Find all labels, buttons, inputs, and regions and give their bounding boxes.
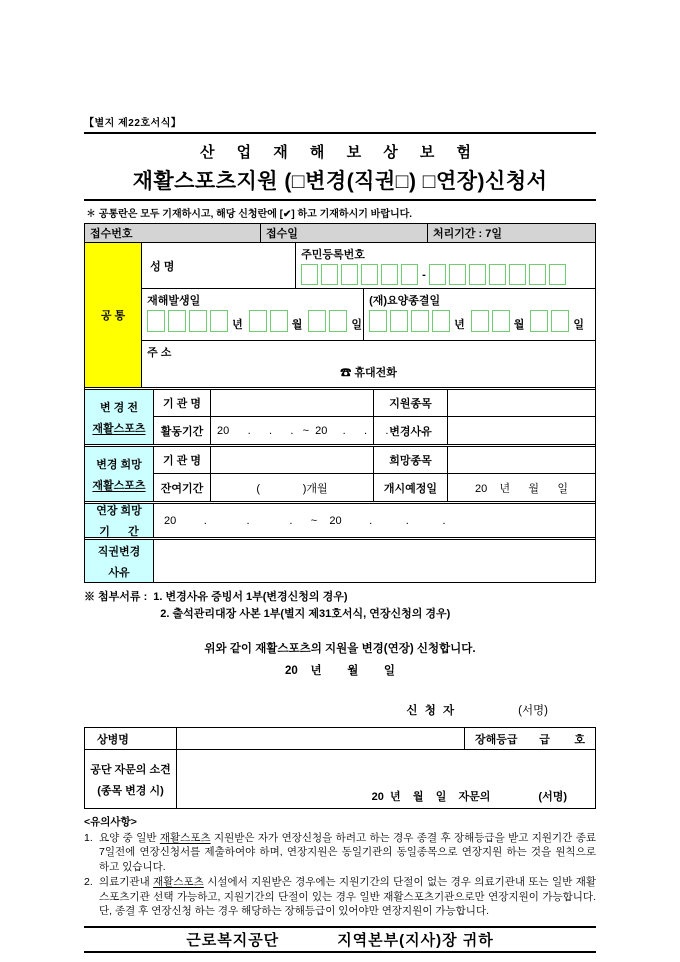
advisor-date-field[interactable]: 20 년 월 일 자문의 (371, 791, 491, 803)
dates-row (142, 289, 595, 341)
digit-box[interactable] (361, 264, 378, 285)
change-reason-label: 변경사유 (374, 417, 448, 444)
year-boxes (147, 310, 231, 332)
accident-date-boxes: 년 월 일 (147, 310, 358, 332)
digit-box[interactable] (411, 310, 429, 332)
declaration-statement: 위와 같이 재활스포츠의 지원을 변경(연장) 신청합니다. (204, 643, 476, 655)
start-date-field[interactable]: 20 년 월 일 (474, 482, 568, 495)
exofficio-reason-field[interactable] (154, 540, 595, 582)
digit-box[interactable] (401, 264, 418, 285)
digit-box[interactable] (249, 310, 267, 332)
before-org-row (154, 390, 595, 417)
name-label: 성 명 (150, 260, 175, 273)
main-table (84, 223, 596, 583)
applicant-label: 신 청 자 (406, 705, 457, 717)
desired-period-row (154, 474, 595, 501)
org-name: 근로복지공단 (186, 931, 280, 949)
hope-item-label: 희망종목 (374, 447, 448, 473)
activity-period-label: 활동기간 (154, 417, 211, 444)
title-text: (직권 (346, 170, 396, 193)
digit-box[interactable] (321, 264, 338, 285)
recipient-line (84, 926, 596, 953)
rrn-label: 주민등록번호 (301, 249, 365, 261)
rrn-boxes (301, 264, 590, 285)
title-text: ) (408, 170, 423, 193)
start-date-label: 개시예정일 (374, 474, 448, 501)
exofficio-reason-label: 직권변경 사유 (85, 540, 154, 582)
checkbox-extension[interactable]: □ (422, 170, 436, 193)
attachment-item: 2. 출석관리대장 사본 1부(별지 제31호서식, 연장신청의 경우) (160, 608, 451, 620)
org-name-label: 기 관 명 (154, 390, 211, 416)
insurance-title: 산 업 재 해 보 상 보 험 (199, 144, 481, 161)
disability-grade-field[interactable]: 급 호 (539, 733, 585, 746)
instruction-note: ✽ 공통란은 모두 기재하시고, 해당 신청란에 [✔] 하고 기재하시기 바랍니다. (86, 209, 413, 220)
receipt-header-row (85, 224, 595, 243)
remaining-period-field[interactable]: ( )개월 (211, 474, 374, 501)
digit-box[interactable] (301, 264, 318, 285)
extension-period-label: 연장 희망 기 간 (85, 504, 154, 537)
month-boxes (249, 310, 291, 332)
care-end-date-boxes: 년 월 일 (369, 310, 590, 332)
name-field[interactable] (142, 243, 296, 288)
top-divider (84, 132, 596, 134)
before-change-section-label: 변 경 전 재활스포츠 (85, 390, 154, 444)
digit-box[interactable] (449, 264, 466, 285)
digit-box[interactable] (509, 264, 526, 285)
digit-box[interactable] (210, 310, 228, 332)
digit-box[interactable] (329, 310, 347, 332)
declaration-date-field[interactable]: 20 년 월 일 (284, 665, 396, 677)
rrn-back-boxes (429, 264, 569, 285)
advisor-signature-field[interactable]: (서명) (538, 791, 567, 803)
phone-icon: ☎ (340, 367, 352, 379)
disability-grade-label: 장해등급 (475, 733, 518, 746)
receipt-date-cell[interactable]: 접수일 (261, 224, 428, 242)
digit-box[interactable] (471, 310, 489, 332)
desired-change-section-label: 변경 희망 재활스포츠 (85, 447, 154, 501)
day-boxes (308, 310, 350, 332)
support-item-label: 지원종목 (374, 390, 448, 416)
accident-date-field[interactable] (142, 289, 364, 340)
rrn-field[interactable] (296, 243, 595, 288)
disability-grade-cell (465, 728, 595, 749)
hope-item-field[interactable] (448, 447, 595, 473)
care-end-date-label: (재)요양종결일 (369, 295, 441, 307)
rrn-separator: - (422, 268, 426, 281)
phone-label: 휴대전화 (354, 367, 397, 379)
digit-box[interactable] (189, 310, 207, 332)
digit-box[interactable] (549, 264, 566, 285)
common-section (85, 243, 595, 390)
checkbox-exofficio[interactable]: □ (395, 170, 409, 193)
address-label: 주 소 (147, 347, 172, 359)
org-name-label: 기 관 명 (154, 447, 211, 473)
digit-box[interactable] (529, 264, 546, 285)
page-title (84, 165, 596, 195)
injury-name-label: 상병명 (85, 728, 177, 749)
form-code: 【별지 제22호서식】 (84, 118, 182, 129)
before-period-row (154, 417, 595, 444)
digit-box[interactable] (469, 264, 486, 285)
digit-box[interactable] (551, 310, 569, 332)
digit-box[interactable] (390, 310, 408, 332)
digit-box[interactable] (168, 310, 186, 332)
checkbox-change[interactable]: □ (291, 170, 306, 193)
phone-field[interactable] (147, 364, 590, 384)
common-section-label: 공 통 (85, 243, 142, 387)
org-name-field[interactable] (211, 390, 374, 416)
support-item-field[interactable] (448, 390, 595, 416)
digit-box[interactable] (270, 310, 288, 332)
injury-name-field[interactable] (177, 728, 465, 749)
receipt-no-cell[interactable]: 접수번호 (85, 224, 261, 242)
opinion-row (85, 750, 595, 808)
month-boxes (471, 310, 513, 332)
org-name-field[interactable] (211, 447, 374, 473)
notes-section (84, 815, 596, 919)
rrn-front-boxes (301, 264, 421, 285)
advisor-opinion-field[interactable] (177, 750, 595, 808)
desired-change-section (85, 447, 595, 504)
digit-box[interactable] (147, 310, 165, 332)
applicant-line (84, 702, 596, 718)
address-field[interactable] (142, 341, 595, 387)
processing-period-cell: 처리기간 : 7일 (433, 228, 503, 240)
year-boxes (369, 310, 453, 332)
attachment-item: 1. 변경사유 증빙서 1부(변경신청의 경우) (153, 591, 348, 603)
attachments-note (84, 589, 596, 623)
recipient-title: 지역본부(지사)장 귀하 (337, 931, 494, 949)
attachments-lead: ※ 첨부서류 : (84, 591, 148, 603)
title-text: 변경 (305, 170, 347, 193)
day-boxes (530, 310, 572, 332)
digit-box[interactable] (381, 264, 398, 285)
injury-row (85, 728, 595, 750)
digit-box[interactable] (308, 310, 326, 332)
advisor-opinion-label: 공단 자문의 소견 (종목 변경 시) (85, 750, 177, 808)
title-text: 재활스포츠지원 ( (132, 170, 292, 193)
activity-period-field[interactable]: 20 . . . ~ 20 . . . (211, 417, 374, 444)
digit-box[interactable] (341, 264, 358, 285)
desired-org-row (154, 447, 595, 474)
signature-field[interactable]: (서명) (518, 705, 548, 717)
accident-date-label: 재해발생일 (147, 295, 201, 307)
before-change-section (85, 390, 595, 447)
review-table (84, 727, 596, 809)
digit-box[interactable] (429, 264, 446, 285)
extension-period-field[interactable]: 20 . . . ~ 20 . . . (164, 514, 446, 527)
extension-period-section (85, 504, 595, 540)
care-end-date-field[interactable] (364, 289, 595, 340)
notes-title: <유의사항> (84, 816, 137, 828)
title-text: )신청서 (477, 170, 548, 193)
digit-box[interactable] (489, 264, 506, 285)
digit-box[interactable] (432, 310, 450, 332)
exofficio-reason-section (85, 540, 595, 582)
digit-box[interactable] (530, 310, 548, 332)
note-item-1: 1. 요양 중 일반 재활스포츠 지원받은 자가 연장신청을 하려고 하는 경우 종결 후 장해등급을 받고 지원기간 종료 7일전에 연장신청서를 제출하여야 하며, 연장지원은 동일기관의 동일종목으로 연장지원 하는 것을 원칙으로 하고 있습니다. (84, 831, 596, 873)
advisor-sign-line (177, 788, 595, 808)
title-text: 연장 (435, 170, 478, 193)
change-reason-field[interactable] (448, 417, 595, 444)
name-row (142, 243, 595, 289)
digit-box[interactable] (369, 310, 387, 332)
remaining-period-label: 잔여기간 (154, 474, 211, 501)
digit-box[interactable] (492, 310, 510, 332)
note-item-2: 2. 의료기관내 재활스포츠 시설에서 지원받은 경우에는 지원기간의 단절이 없는 경우 의료기관내 또는 일반 재활스포츠기관 선택 가능하고, 지원기간의 단절이 있는 경우 일반 재활스포츠기관으로만 연장지원이 가능합니다. 단, 종결 후 연장신청 하는 경우 해당하는 장해등급이 있어야만 연장지원이 가능합니다. (84, 876, 597, 917)
